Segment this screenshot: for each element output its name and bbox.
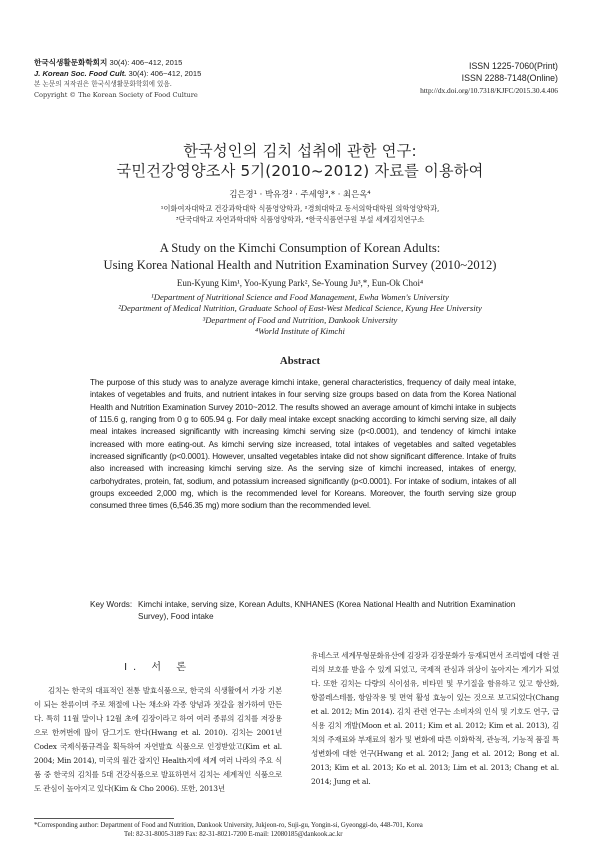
korean-affiliations bbox=[0, 203, 600, 225]
korean-title-line-1: 한국성인의 김치 섭취에 관한 연구: bbox=[183, 142, 417, 160]
footnote-divider bbox=[34, 818, 174, 819]
intro-paragraph-right: 유네스코 세계무형문화유산에 김장과 김장문화가 등재되면서 조리법에 대한 권리의 보호를 받을 수 있게 되었고, 국제적 관심과 위상이 높아지는 계기가 되었다. 또한 김치는 다량의 식이섬유, 비타민 및 무기질을 함유하고 있고 항산화, 항콜레스테롤, 항암작용 및 면역 활성 효능이 있는 것으로 보고되었다(Chang et al. 2012; Min 2014). 김치 관련 연구는 소비자의 인식 및 기호도 연구, 급식용 김치 개발(Moon et al. 2011; Kim et al. 2012; Kim et al. 2013), 김치의 주재료와 부재료의 첨가 및 변화에 따른 이화학적, 관능적, 기능적 품질 특성변화에 대한 연구(Hwang et al. 2012; Jang et al. 2012; Bong et al. 2013; Kim et al. 2013; Ko et al. 2013; Lim et al. 2013; Chang et al. 2014; Jung et al. bbox=[311, 651, 559, 786]
corresponding-author-footnote bbox=[34, 821, 564, 839]
keywords-label: Key Words: bbox=[90, 600, 133, 609]
issn-print: ISSN 1225-7060(Print) bbox=[469, 61, 558, 71]
journal-korean-name: 한국식생활문화학회지 bbox=[34, 58, 108, 67]
intro-paragraph-left: 김치는 한국의 대표적인 전통 발효식품으로, 한국의 식생활에서 가장 기본이 되는 찬류이며 주로 채절에 나는 채소와 각종 양념과 젓갈을 첨가하여 만든다. 특히 11월 말이나 12월 초에 김장이라고 하여 여러 종류의 김치를 저장용으로 한꺼번에 많이 담그기도 한다(Hwang et al. 2010). 김치는 2001년 Codex 국제식품규격을 획득하여 자연발효 식품으로 인정받았고(Kim et al. 2004; Min 2014), 미국의 월간 잡지인 Health지에 세계 여러 나라의 주요 식품 중 한국의 김치를 5대 건강식품으로 발표하면서 김치는 세계적인 식품으로도 관심이 높아지고 있다(Kim & Cho 2006). 또한, 2013년 bbox=[34, 686, 282, 793]
footnote-contact: Tel: 82-31-8005-3189 Fax: 82-31-8021-7200 E-mail: 12080185@dankook.ac.kr bbox=[124, 831, 343, 838]
english-affiliation-line-3: ³Department of Food and Nutrition, Dankook University bbox=[202, 314, 398, 325]
korean-affiliation-line-1: ¹이화여자대학교 건강과학대학 식품영양학과, ²경희대학교 동서의학대학원 의학영양학과, bbox=[160, 204, 440, 213]
english-authors: Eun-Kyung Kim¹, Yoo-Kyung Park², Se-Young Ju³,*, Eun-Ok Choi⁴ bbox=[176, 278, 424, 288]
journal-korean-volume: 30(4): 406~412, 2015 bbox=[107, 58, 183, 67]
english-affiliation-line-2: ²Department of Medical Nutrition, Graduate School of East-West Medical Science, Kyung Hee University bbox=[118, 303, 482, 314]
english-affiliation-line-4: ⁴World Institute of Kimchi bbox=[255, 326, 345, 337]
journal-english-line bbox=[34, 69, 201, 80]
korean-affiliation-line-2: ³단국대학교 자연과학대학 식품영양학과, ⁴한국식품연구원 부설 세계김치연구소 bbox=[175, 215, 425, 225]
korean-title bbox=[0, 141, 600, 181]
copyright-line: Copyright © The Korean Society of Food Culture bbox=[34, 90, 198, 99]
body-column-left bbox=[34, 684, 282, 796]
english-title bbox=[0, 240, 600, 274]
body-column-right bbox=[311, 649, 559, 789]
english-affiliation-line-1: ¹Department of Nutritional Science and Food Management, Ewha Women's University bbox=[151, 292, 449, 302]
journal-korean-line bbox=[34, 58, 201, 69]
english-affiliations bbox=[0, 292, 600, 338]
issn-block bbox=[420, 61, 558, 97]
section-heading-introduction: Ⅰ. 서 론 bbox=[124, 662, 192, 673]
issn-online: ISSN 2288-7148(Online) bbox=[461, 72, 558, 83]
keywords bbox=[90, 599, 516, 624]
korean-title-line-2: 국민건강영양조사 5기(2010~2012) 자료를 이용하여 bbox=[116, 162, 484, 180]
abstract-body: The purpose of this study was to analyze average kimchi intake, general characteristics, frequency of daily meal intake, intakes of vegetables and fruits, and nutrient intakes in four serving size groups based on data from the Korea National Health and Nutrition Examination Survey 2010~2012. The results showed an average amount of kimchi intake in subjects of 115.6 g, ranging from 0 g to 605.94 g. For daily meal intake except snacking according to kimchi serving size, all daily meal intakes increased significantly with increasing kimchi serving size (p<0.0001), and tendency of kimchi intake increased with more eating-out. As kimchi serving size increased, total intakes of vegetables and salted vegetables increased significantly (p<0.0001). However, unsalted vegetables intake did not show significant difference. Intake of fruits also increased with increasing kimchi serving size. As the serving size of kimchi increased, intakes of energy, carbohydrates, protein, fat, sodium, and potassium increased significantly (p<0.0001). For intake of sodium, intakes of all groups exceeded 2,000 mg, which is the recommended level for Koreans. Moreover, the fourth serving size group consumed three times (6,546.35 mg) more sodium than the recommended level. bbox=[90, 378, 516, 511]
journal-english-volume: 30(4): 406~412, 2015 bbox=[126, 68, 202, 78]
korean-authors: 김은경¹ · 박유경² · 주세영³,* · 최은옥⁴ bbox=[229, 189, 371, 199]
english-title-line-1: A Study on the Kimchi Consumption of Korean Adults: bbox=[159, 241, 441, 255]
journal-english-name: J. Korean Soc. Food Cult. bbox=[34, 68, 127, 78]
copyright-note: 본 논문의 저작권은 한국식생활문화학회에 있음. bbox=[34, 80, 172, 89]
journal-header bbox=[34, 58, 201, 100]
keywords-text: Kimchi intake, serving size, Korean Adults, KNHANES (Korea National Health and Nutrition Examination Survey), Food intake bbox=[138, 600, 516, 622]
footnote-address: *Corresponding author: Department of Food and Nutrition, Dankook University, Jukjeon-ro, Suji-gu, Yongin-si, Gyeonggi-do, 448-701, Korea bbox=[34, 822, 423, 829]
abstract-heading: Abstract bbox=[279, 355, 321, 367]
doi-link[interactable]: http://dx.doi.org/10.7318/KJFC/2015.30.4.406 bbox=[420, 86, 558, 96]
english-title-line-2: Using Korea National Health and Nutrition Examination Survey (2010~2012) bbox=[103, 258, 497, 272]
